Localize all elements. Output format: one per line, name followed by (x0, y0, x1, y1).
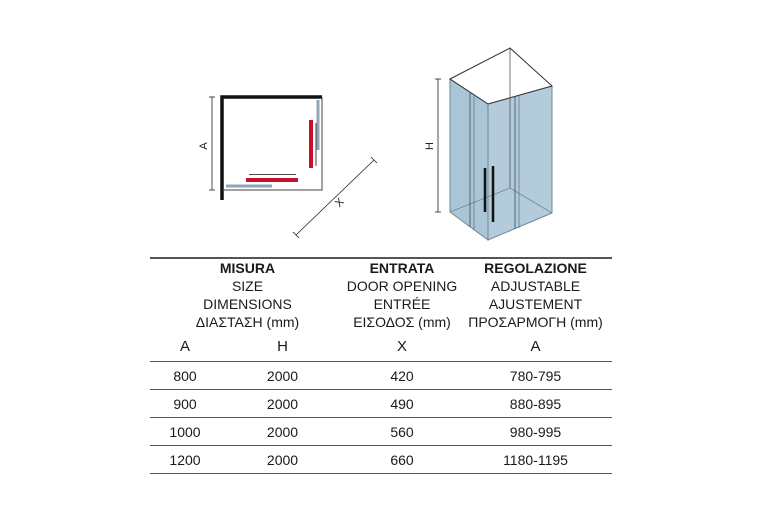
table-row (150, 418, 612, 446)
sliding-door-right (309, 120, 313, 168)
header-door-opening: ENTRATA DOOR OPENING ENTRÉE ΕΙΣΟΔΟΣ (mm) (346, 260, 458, 330)
cell-a: 900 (173, 395, 197, 412)
cell-adjust: 980-995 (509, 423, 562, 440)
cell-a: 1200 (169, 451, 201, 468)
cell-x: 660 (390, 451, 414, 468)
cell-h: 2000 (266, 395, 299, 412)
cell-h: 2000 (266, 367, 299, 384)
cell-h: 2000 (266, 423, 299, 440)
letter-adjust-a: A (530, 337, 541, 355)
table-letter-row (150, 331, 612, 362)
cell-x: 560 (390, 423, 414, 440)
cell-a: 1000 (169, 423, 201, 440)
sliding-door-front (246, 178, 298, 182)
size-table (150, 257, 612, 474)
plan-view (198, 97, 377, 238)
letter-a: A (179, 337, 190, 355)
cell-h: 2000 (266, 451, 299, 468)
cell-adjust: 780-795 (509, 367, 562, 384)
letter-h: H (277, 337, 288, 355)
dimension-line-x (296, 160, 374, 235)
table-row (150, 390, 612, 418)
dimension-label-h: H (424, 142, 436, 150)
cell-adjust: 1180-1195 (503, 451, 568, 468)
dimension-label-x: X (333, 196, 347, 210)
table-row (150, 446, 612, 474)
cell-x: 420 (390, 367, 414, 384)
cell-adjust: 880-895 (509, 395, 562, 412)
enclosure-outline (222, 97, 322, 190)
glass-panel-right (488, 86, 552, 240)
perspective-view (424, 48, 552, 240)
letter-x: X (396, 337, 407, 355)
technical-drawing (0, 0, 770, 250)
header-adjustable: REGOLAZIONE ADJUSTABLE AJUSTEMENT ΠΡΟΣΑΡΜΟΓΗ (mm) (468, 260, 603, 330)
table-row (150, 362, 612, 390)
table-header-row (150, 258, 612, 331)
cell-x: 490 (390, 395, 414, 412)
cell-a: 800 (173, 367, 197, 384)
header-size: MISURA SIZE DIMENSIONS ΔΙΑΣΤΑΣΗ (mm) (195, 260, 300, 330)
dimension-label-a: A (198, 142, 210, 150)
glass-panel-left (450, 79, 488, 240)
